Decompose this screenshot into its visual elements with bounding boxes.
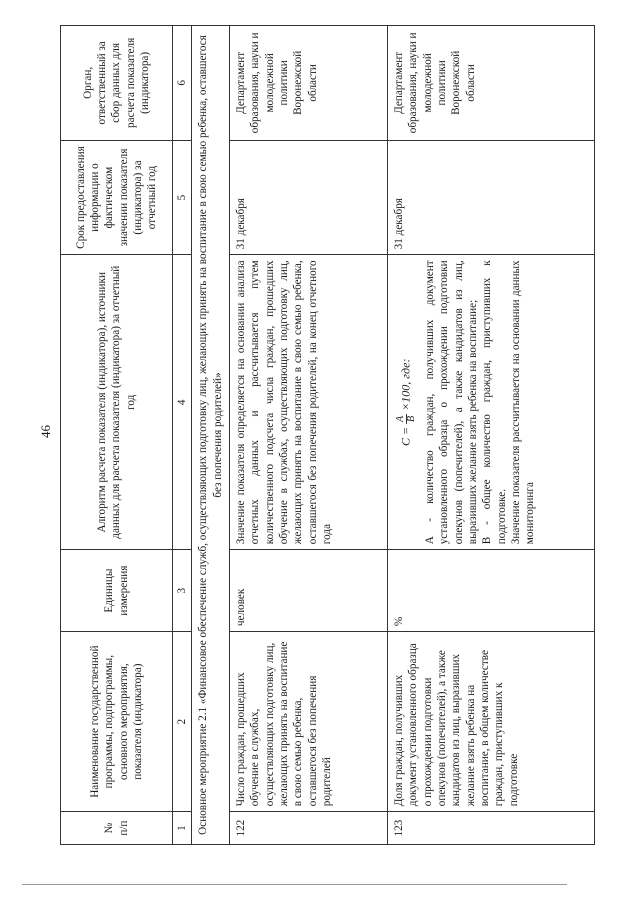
rotated-table-container — [60, 25, 595, 845]
column-number: 2 — [173, 632, 192, 812]
header-deadline: Срок предоставления информации о фактическом значении показателя (индикатора) за отчетный год — [61, 140, 173, 255]
algorithm: Значение показателя определяется на основании анализа отчетных данных и рассчитывается путем количественного подсчета числа граждан, прошедших обучение в службах, осуществляющих подготовку лиц, желающих принять на воспитание в свою семью ребенка, оставшегося без попечения родителей, на конец отчетного года — [229, 255, 387, 550]
formula-numerator: A — [394, 415, 406, 422]
column-number: 5 — [173, 140, 192, 255]
formula-fraction — [396, 414, 417, 424]
indicator-name: Доля граждан, получивших документ установленного образца о прохождении подготовки опекунов (попечителей), а также кандидатов из лиц, выразивших желание взять ребенка на воспитание, в общем количестве граждан, приступивших к подготовке — [387, 632, 594, 812]
header-organ: Орган, ответственный за сбор данных для расчета показателя (индикатора) — [61, 26, 173, 141]
row-number: 123 — [387, 812, 594, 845]
formula-denominator: B — [405, 415, 417, 422]
formula-rhs: ×100, где: — [398, 358, 413, 411]
deadline: 31 декабря — [229, 140, 387, 255]
definition-a: А - количество граждан, получивших документ установленного образца о прохождении подготовки опекунов (попечителей), а также кандидатов из лиц, выразивших желание взять ребенка на воспитание; — [423, 260, 479, 545]
table-row — [387, 26, 594, 845]
page-number: 46 — [38, 425, 53, 438]
formula-lhs: C = — [398, 426, 413, 447]
header-name: Наименование государственной программы, подпрограммы, основного мероприятия, показателя (индикатора) — [61, 632, 173, 812]
unit: % — [387, 550, 594, 632]
algorithm — [387, 255, 594, 550]
column-number-row — [173, 26, 192, 845]
deadline: 31 декабря — [387, 140, 594, 255]
definition-b: В - общее количество граждан, приступивших к подготовке. — [481, 260, 508, 545]
section-row — [192, 26, 230, 845]
indicator-table — [60, 25, 595, 845]
header-num: № п/п — [61, 812, 173, 845]
formula — [396, 260, 417, 544]
responsible-organ: Департамент образования, науки и молодежной политики Воронежской области — [229, 26, 387, 141]
bottom-rule — [22, 884, 567, 885]
responsible-organ: Департамент образования, науки и молодежной политики Воронежской области — [387, 26, 594, 141]
table-row — [229, 26, 387, 845]
algorithm-note: Значение показателя рассчитывается на основании данных мониторинга — [509, 260, 537, 545]
unit: человек — [229, 550, 387, 632]
row-number: 122 — [229, 812, 387, 845]
column-number: 4 — [173, 255, 192, 550]
header-unit: Единицы измерения — [61, 550, 173, 632]
header-row — [61, 26, 173, 845]
column-number: 3 — [173, 550, 192, 632]
column-number: 1 — [173, 812, 192, 845]
indicator-name: Число граждан, прошедших обучение в службах, осуществляющих подготовку лиц, желающих принять на воспитание в свою семью ребенка, оставшегося без попечения родителей — [229, 632, 387, 812]
header-algorithm: Алгоритм расчета показателя (индикатора), источники данных для расчета показателя (индикатора) за отчетный год — [61, 255, 173, 550]
section-title: Основное мероприятие 2.1 «Финансовое обеспечение служб, осуществляющих подготовку лиц, желающих принять на воспитание в свою семью ребенка, оставшегося без попечения родителей» — [192, 26, 230, 845]
column-number: 6 — [173, 26, 192, 141]
